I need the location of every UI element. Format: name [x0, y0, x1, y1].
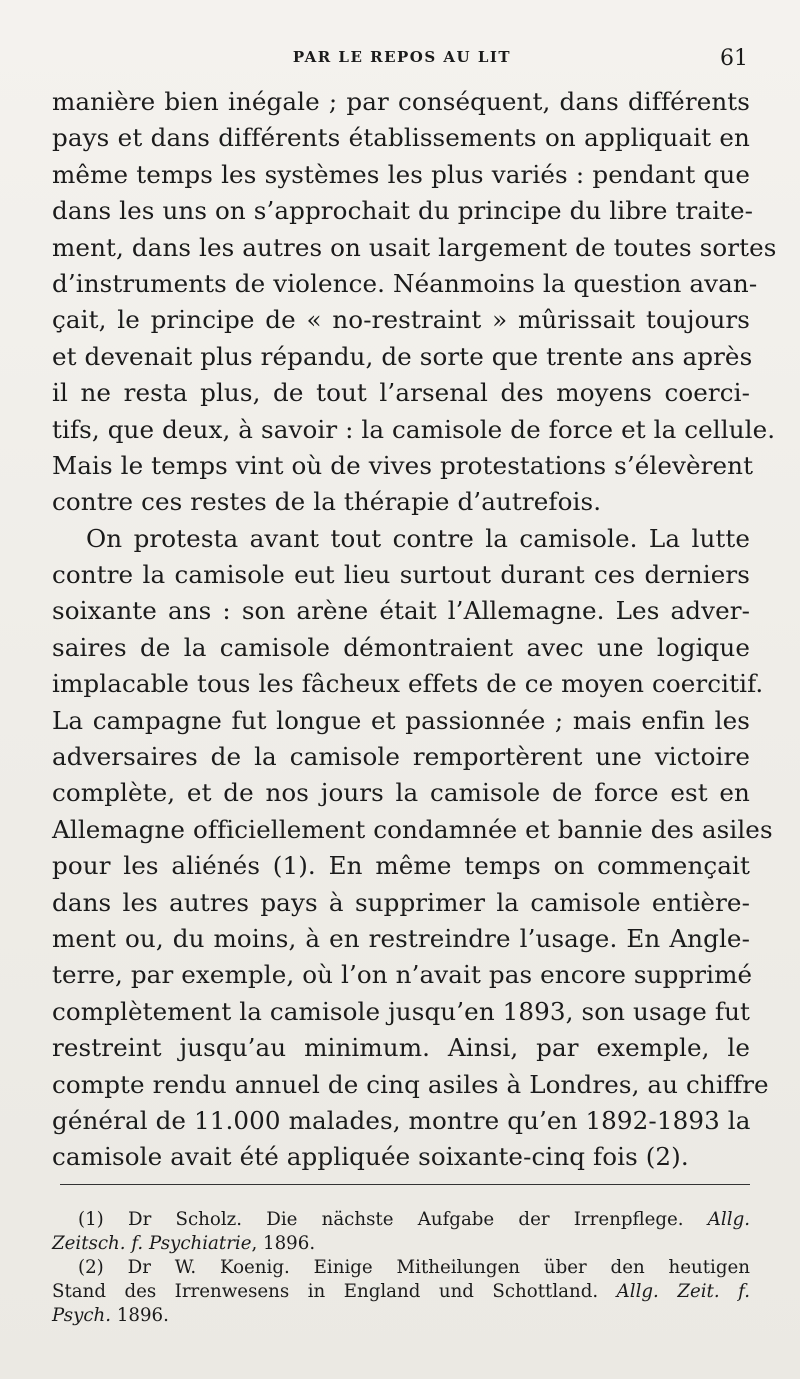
running-head: PAR LE REPOS AU LIT	[292, 48, 512, 66]
footnote-2-line	[52, 1280, 750, 1304]
body-text	[52, 84, 777, 1176]
text-line: même temps les systèmes les plus variés : pendant que	[52, 159, 750, 189]
text-line: pour les aliénés (1). En même temps on commençait	[52, 851, 750, 881]
footnote-1-line	[52, 1208, 750, 1232]
text-line: Mais le temps vint où de vives protestations s’élevèrent	[52, 450, 754, 480]
text-line: On protesta avant tout contre la camisole. La lutte	[86, 523, 750, 553]
footnote-journal: Psych.	[52, 1305, 112, 1326]
text-line: soixante ans : son arène était l’Allemagne. Les adver-	[52, 596, 750, 626]
text-line: ment, dans les autres on usait largement de toutes sortes	[52, 232, 777, 262]
footnote-text: (1) Dr Scholz. Die nächste Aufgabe der Irrenpflege.	[78, 1209, 684, 1230]
text-line: adversaires de la camisole remportèrent une victoire	[52, 742, 750, 772]
text-line: tifs, que deux, à savoir : la camisole de force et la cellule.	[52, 414, 776, 444]
text-line: terre, par exemple, où l’on n’avait pas encore supprimé	[52, 960, 753, 990]
footnote-rule	[60, 1184, 750, 1185]
footnote-text: 1896.	[116, 1305, 169, 1326]
text-line: dans les autres pays à supprimer la camisole entière-	[52, 887, 750, 917]
text-line: contre la camisole eut lieu surtout durant ces derniers	[52, 560, 750, 590]
text-line: implacable tous les fâcheux effets de ce moyen coercitif.	[52, 669, 764, 699]
text-line: et devenait plus répandu, de sorte que trente ans après	[52, 341, 753, 371]
footnote-1-line	[52, 1232, 750, 1256]
text-line: contre ces restes de la thérapie d’autrefois.	[52, 487, 602, 517]
footnote-2-line: (2) Dr W. Koenig. Einige Mitheilungen über den heutigen	[78, 1257, 750, 1278]
text-line: saires de la camisole démontraient avec une logique	[52, 632, 750, 662]
footnote-text: , 1896.	[251, 1233, 316, 1254]
footnote-text: Stand des Irrenwesens in England und Schottland.	[52, 1281, 599, 1302]
footnote-journal: Allg.	[707, 1209, 750, 1230]
footnotes	[52, 1208, 750, 1328]
text-line: camisole avait été appliquée soixante-cinq fois (2).	[52, 1142, 689, 1172]
page-number: 61	[720, 46, 748, 71]
text-line: ment ou, du moins, à en restreindre l’usage. En Angle-	[52, 923, 750, 953]
text-line: d’instruments de violence. Néanmoins la question avan-	[52, 268, 758, 298]
text-line: complète, et de nos jours la camisole de force est en	[52, 778, 750, 808]
text-line: compte rendu annuel de cinq asiles à Londres, au chiffre	[52, 1069, 769, 1099]
text-line: Allemagne officiellement condamnée et bannie des asiles	[52, 814, 773, 844]
text-line: manière bien inégale ; par conséquent, dans différents	[52, 87, 750, 116]
page-header	[52, 46, 752, 74]
text-line: dans les uns on s’approchait du principe du libre traite-	[52, 196, 754, 226]
text-line: restreint jusqu’au minimum. Ainsi, par exemple, le	[52, 1033, 750, 1063]
text-line: complètement la camisole jusqu’en 1893, son usage fut	[52, 996, 750, 1026]
footnote-journal: Zeitsch. f. Psychiatrie	[52, 1233, 252, 1254]
text-line: général de 11.000 malades, montre qu’en 1892-1893 la	[52, 1105, 751, 1135]
footnote-journal: Allg. Zeit. f.	[616, 1281, 750, 1302]
text-line: La campagne fut longue et passionnée ; mais enfin les	[52, 705, 750, 735]
text-line: il ne resta plus, de tout l’arsenal des moyens coerci-	[52, 378, 750, 408]
text-line: pays et dans différents établissements on appliquait en	[52, 123, 750, 153]
footnote-2-line	[52, 1304, 750, 1328]
text-line: çait, le principe de « no-restraint » mûrissait toujours	[52, 305, 750, 335]
